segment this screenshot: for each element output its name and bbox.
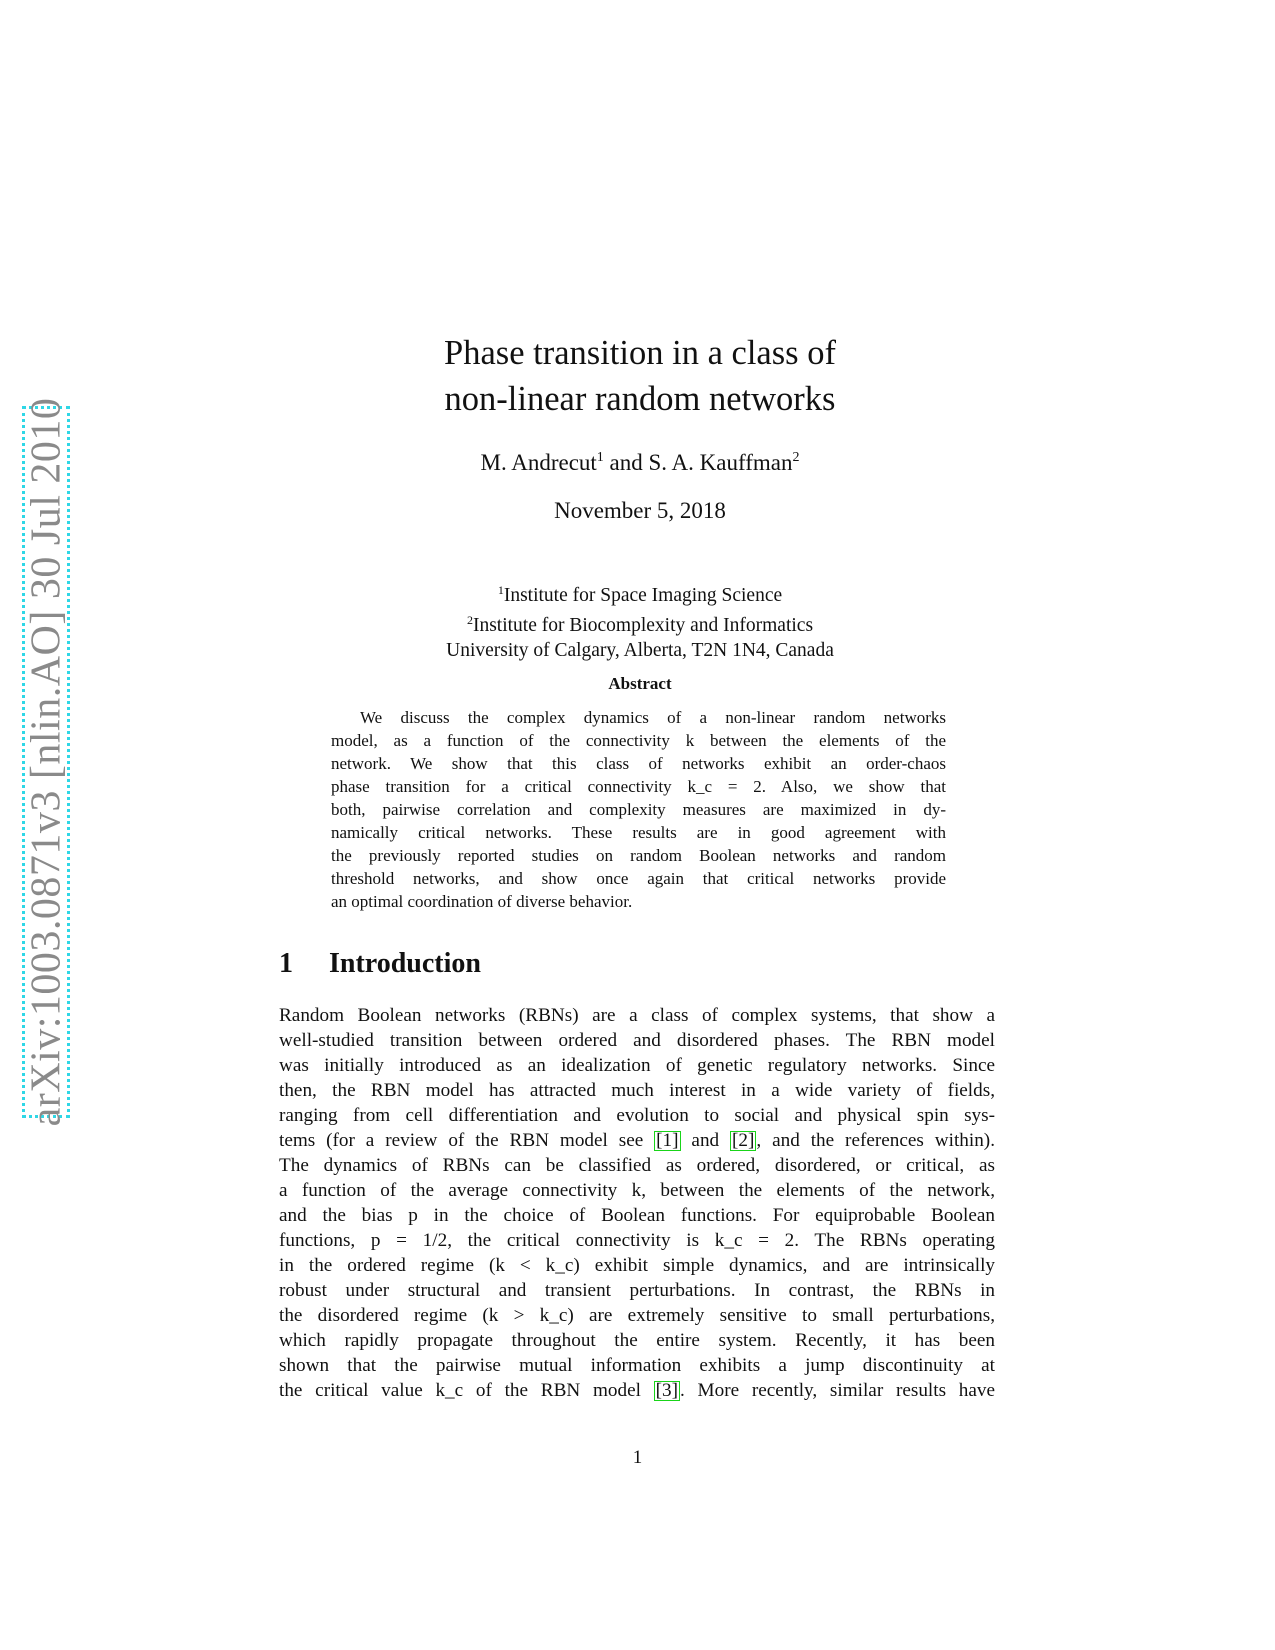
arxiv-identifier: arXiv:1003.0871v3 [nlin.AO] 30 Jul 2010 [23, 397, 70, 1127]
page-number: 1 [632, 1447, 643, 1468]
body-line: well-studied transition between ordered and disordered phases. The RBN model [279, 1030, 995, 1051]
title-line-2: non-linear random networks [444, 380, 836, 418]
body-line: then, the RBN model has attracted much interest in a wide variety of fields, [279, 1080, 995, 1101]
affiliation-3 [300, 638, 980, 663]
abstract-body [331, 706, 946, 913]
abstract-line: the previously reported studies on random Boolean networks and random [331, 846, 946, 865]
affiliation-3-text: University of Calgary, Alberta, T2N 1N4, Canada [446, 640, 834, 661]
abstract-line: We discuss the complex dynamics of a non-linear random networks [360, 708, 946, 727]
body-line-with-citations: tems (for a review of the RBN model see [1] and [2] , and the references within). [279, 1130, 995, 1151]
author-1: M. Andrecut [480, 450, 597, 475]
citation-link[interactable]: [1] [656, 1130, 679, 1151]
body-line-with-citations: the critical value k_c of the RBN model [3] . More recently, similar results have [279, 1380, 995, 1401]
affiliation-2-text: Institute for Biocomplexity and Informatics [472, 615, 814, 636]
affiliation-1-text: Institute for Space Imaging Science [503, 585, 783, 606]
body-line: robust under structural and transient perturbations. In contrast, the RBNs in [279, 1280, 995, 1301]
body-line: the disordered regime (k > k_c) are extremely sensitive to small perturbations, [279, 1305, 995, 1326]
affiliation-1 [300, 578, 980, 608]
abstract-line: network. We show that this class of networks exhibit an order-chaos [331, 754, 946, 773]
citation-link[interactable]: [3] [655, 1380, 679, 1401]
title-line-1: Phase transition in a class of [444, 334, 836, 372]
body-line: which rapidly propagate throughout the entire system. Recently, it has been [279, 1330, 995, 1351]
authors [300, 450, 980, 476]
body-line: and the bias p in the choice of Boolean functions. For equiprobable Boolean [279, 1205, 995, 1226]
affiliations [300, 578, 980, 663]
introduction-body [279, 1003, 995, 1403]
abstract-line: model, as a function of the connectivity k between the elements of the [331, 731, 946, 750]
body-line: a function of the average connectivity k, between the elements of the network, [279, 1180, 995, 1201]
abstract-line: both, pairwise correlation and complexity measures are maximized in dy- [331, 800, 946, 819]
body-line: was initially introduced as an idealization of genetic regulatory networks. Since [279, 1055, 995, 1076]
author-2: S. A. Kauffman [648, 450, 793, 475]
author-1-affil: 1 [596, 450, 604, 465]
body-line: ranging from cell differentiation and evolution to social and physical spin sys- [279, 1105, 995, 1126]
abstract-line: phase transition for a critical connectivity k_c = 2. Also, we show that [331, 777, 946, 796]
author-2-affil: 2 [792, 450, 800, 465]
section-heading [279, 948, 481, 980]
abstract-heading: Abstract [608, 674, 672, 693]
affiliation-2-marker: 2 [466, 613, 473, 627]
abstract-line: namically critical networks. These results are in good agreement with [331, 823, 946, 842]
body-line: The dynamics of RBNs can be classified as ordered, disordered, or critical, as [279, 1155, 995, 1176]
citation-link[interactable]: [2] [732, 1130, 755, 1151]
paper-date: November 5, 2018 [554, 498, 726, 523]
author-connector: and [603, 450, 649, 475]
paper-title [300, 330, 980, 422]
body-line: in the ordered regime (k < k_c) exhibit simple dynamics, and are intrinsically [279, 1255, 995, 1276]
body-line: shown that the pairwise mutual information exhibits a jump discontinuity at [279, 1355, 995, 1376]
affiliation-1-marker: 1 [497, 583, 504, 597]
section-number: 1 [279, 948, 293, 979]
body-line: functions, p = 1/2, the critical connectivity is k_c = 2. The RBNs operating [279, 1230, 995, 1251]
abstract-line: an optimal coordination of diverse behavior. [331, 892, 633, 911]
affiliation-2 [300, 608, 980, 638]
arxiv-stamp [22, 397, 70, 1127]
body-line: Random Boolean networks (RBNs) are a class of complex systems, that show a [279, 1005, 995, 1026]
abstract-line: threshold networks, and show once again that critical networks provide [331, 869, 946, 888]
section-title: Introduction [329, 948, 481, 979]
